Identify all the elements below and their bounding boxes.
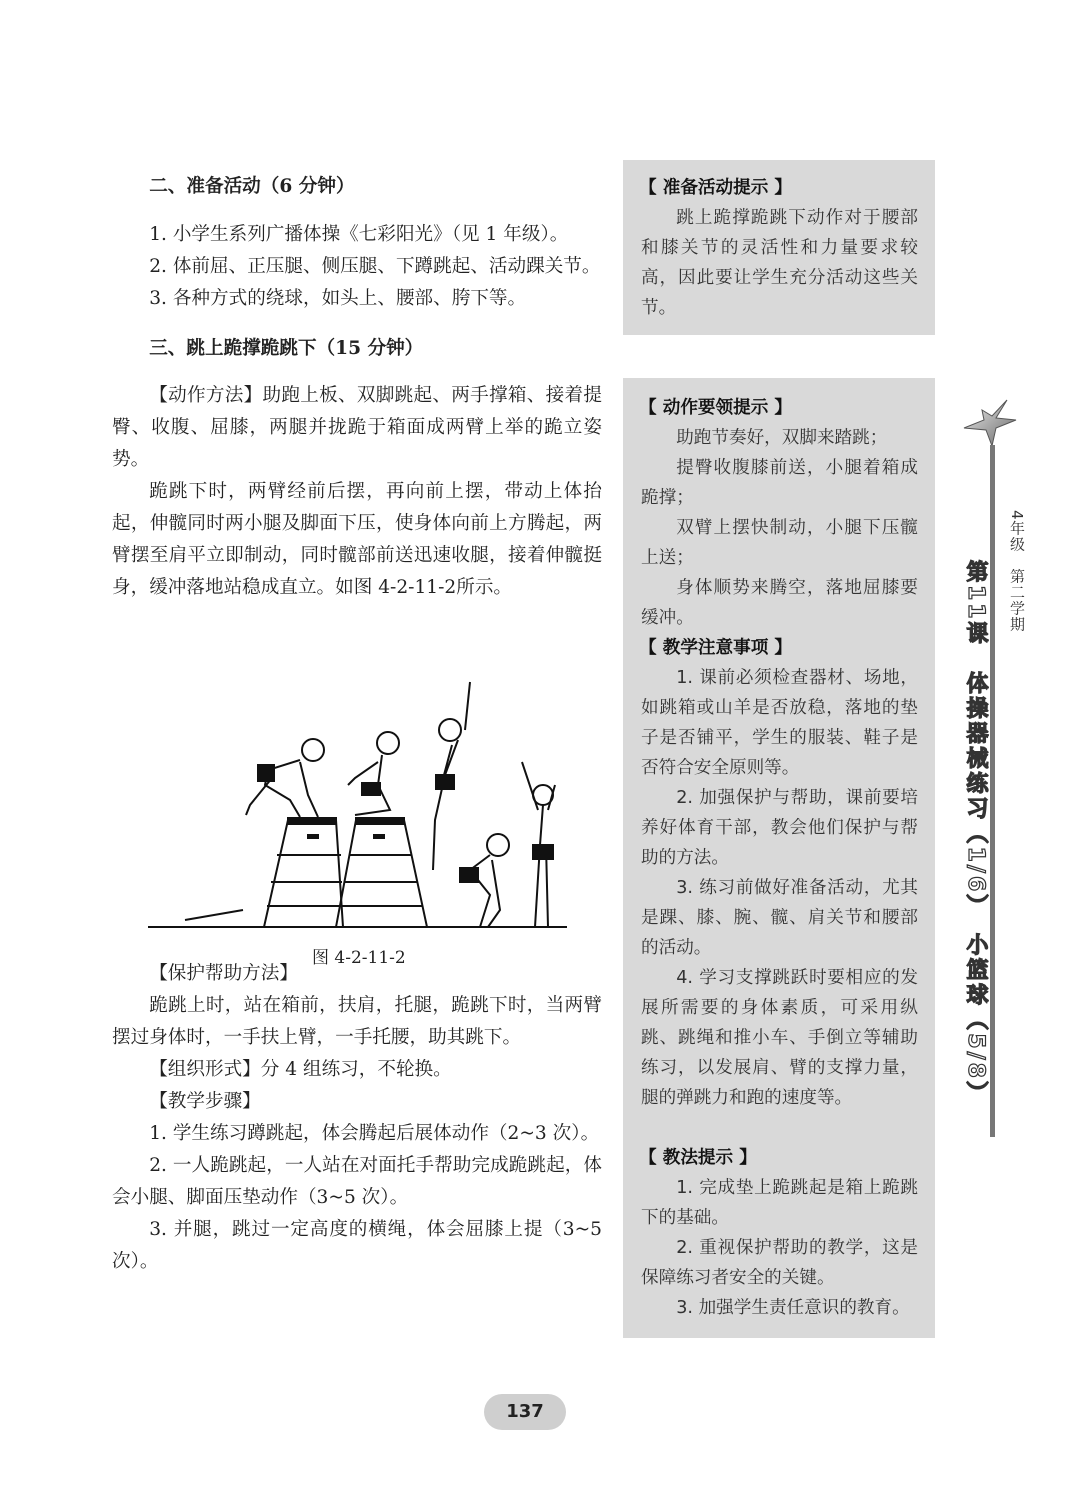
method-text: 【动作方法】助跑上板、双脚跳起、两手撑箱、接着提臀、收腹、屈膝，两腿并拢跪于箱面成两臂上举的跪立姿势。	[112, 385, 602, 470]
tip-box-main	[623, 378, 935, 1338]
list-item: 3. 并腿，跳过一定高度的横绳，体会屈膝上提（3~5 次）。	[112, 1219, 602, 1272]
tip-title: 【 教法提示 】	[639, 1148, 757, 1168]
tip-line: 身体顺势来腾空，落地屈膝要缓冲。	[641, 578, 918, 628]
section-3-title: 三、跳上跪撑跪跳下（15 分钟）	[149, 338, 424, 359]
list-item: 1. 小学生系列广播体操《七彩阳光》（见 1 年级）。	[149, 224, 569, 245]
page-number: 137	[484, 1394, 566, 1430]
section-2-title: 二、准备活动（6 分钟）	[149, 176, 355, 197]
tip-text: 跳上跪撑跪跳下动作对于腰部和膝关节的灵活性和力量要求较高，因此要让学生充分活动这些关节。	[641, 208, 918, 318]
list-item: 2. 一人跪跳起，一人站在对面托手帮助完成跪跳起，体会小腿、脚面压垫动作（3~5 次）。	[112, 1155, 602, 1208]
tip-item: 3. 练习前做好准备活动，尤其是踝、膝、腕、髋、肩关节和腰部的活动。	[641, 878, 918, 958]
star-icon	[962, 398, 1018, 448]
tip-line: 助跑节奏好，双脚来踏跳；	[676, 428, 888, 448]
list-item: 2. 体前屈、正压腿、侧压腿、下蹲跳起、活动踝关节。	[149, 256, 601, 277]
lesson-title: 第11课 体操器械练习（1/6） 小篮球（5/8）	[963, 560, 988, 1106]
tip-item: 2. 重视保护帮助的教学，这是保障练习者安全的关键。	[641, 1238, 918, 1288]
tip-item: 3. 加强学生责任意识的教育。	[676, 1298, 910, 1318]
list-item: 3. 各种方式的绕球，如头上、腰部、胯下等。	[149, 288, 527, 309]
list-item: 1. 学生练习蹲跳起，体会腾起后展体动作（2~3 次）。	[149, 1123, 600, 1144]
method-text-2: 跪跳下时，两臂经前后摆，再向前上摆，带动上体抬起，伸髋同时两小腿及脚面下压，使身体向前上方腾起，两臂摆至肩平立即制动，同时髋部前送迅速收腿，接着伸髋挺身，缓冲落地站稳成直立。如图 4-2-11-2所示。	[112, 481, 602, 598]
protect-title: 【保护帮助方法】	[149, 963, 298, 984]
tip-box-warmup	[623, 160, 935, 335]
figure-caption: 图 4-2-11-2	[312, 948, 406, 968]
tip-item: 2. 加强保护与帮助，课前要培养好体育干部，教会他们保护与帮助的方法。	[641, 788, 918, 868]
tip-title: 【 动作要领提示 】	[639, 398, 793, 418]
section-2	[112, 171, 602, 604]
tip-line: 双臂上摆快制动，小腿下压髋上送；	[641, 518, 918, 568]
tip-item: 1. 完成垫上跪跳起是箱上跪跳下的基础。	[641, 1178, 918, 1228]
section-3-cont	[112, 958, 602, 1278]
grade-label: 4年级 第二学期	[1008, 510, 1026, 633]
figure-illustration	[140, 670, 580, 940]
steps-title: 【教学步骤】	[149, 1091, 261, 1112]
org-text: 【组织形式】分 4 组练习，不轮换。	[149, 1059, 452, 1080]
tip-item: 1. 课前必须检查器材、场地，如跳箱或山羊是否放稳，落地的垫子是否铺平，学生的服装、鞋子是否符合安全原则等。	[641, 668, 918, 778]
tip-title: 【 教学注意事项 】	[639, 638, 793, 658]
tip-item: 4. 学习支撑跳跃时要相应的发展所需要的身体素质，可采用纵跳、跳绳和推小车、手倒立等辅助练习，以发展肩、臂的支撑力量，腿的弹跳力和跑的速度等。	[641, 968, 918, 1108]
tip-line: 提臀收腹膝前送，小腿着箱成跪撑；	[641, 458, 918, 508]
protect-text: 跪跳上时，站在箱前，扶肩，托腿，跪跳下时，当两臂摆过身体时，一手扶上臂，一手托腰，助其跳下。	[112, 995, 602, 1048]
tip-title: 【 准备活动提示 】	[639, 178, 793, 198]
